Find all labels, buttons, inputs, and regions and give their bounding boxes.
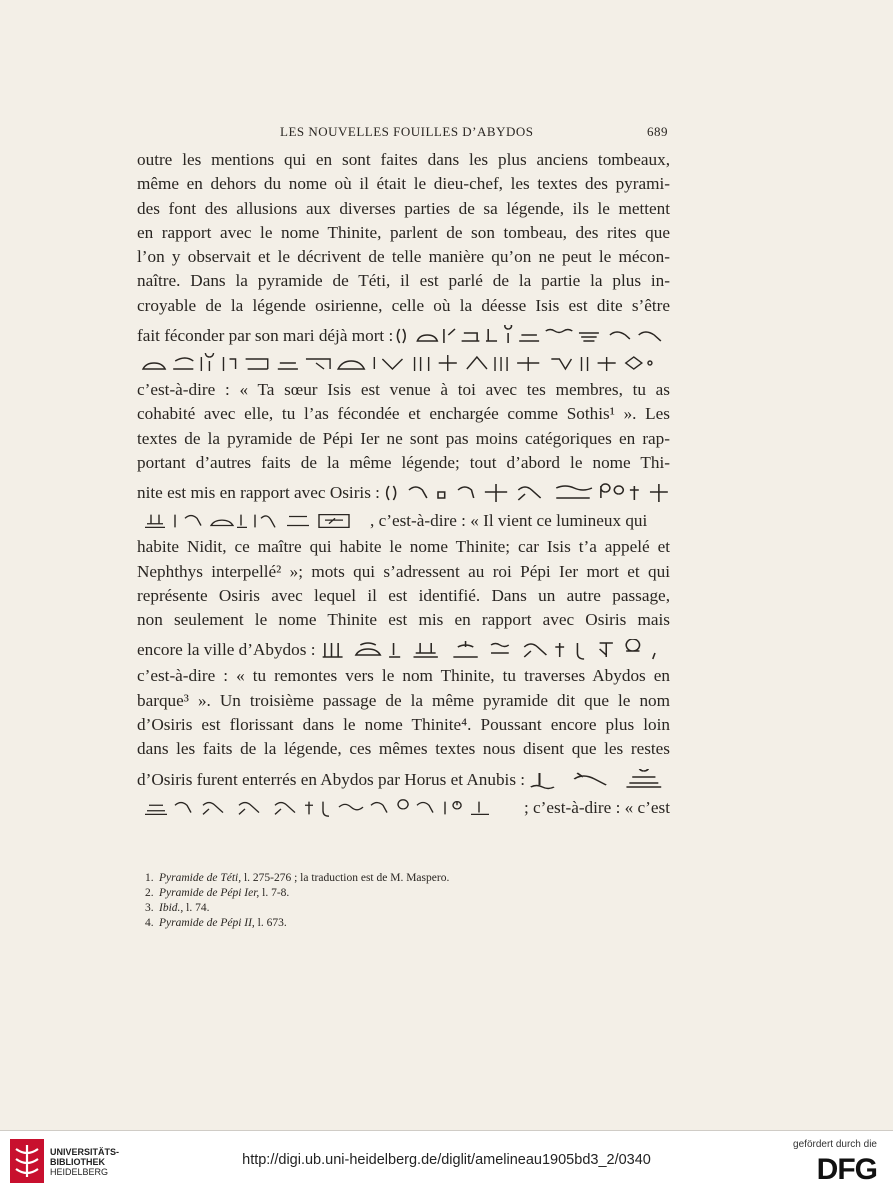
text-line-with-hieroglyphs [137,322,670,350]
text-line: Nephthys interpellé² »; mots qui s’adressent au roi Pépi Ier mort et qui [137,561,670,581]
hieroglyph-inline-image [316,639,670,661]
hieroglyph-inline-image [393,325,670,347]
text-line: croyable de la légende osirienne, celle où la déesse Isis est dite s’être [137,295,670,315]
text-fragment: fait féconder par son mari déjà mort : [137,326,394,346]
text-fragment: nite est mis en rapport avec Osiris : [137,483,380,503]
hieroglyph-inline-image [137,353,670,375]
body-text [137,148,670,822]
text-line: d’Osiris est florissant dans le nome Thinite⁴. Poussant encore plus loin [137,715,670,735]
text-line: cohabité avec elle, tu l’as fécondée et enchargée comme Sothis¹ ». Les [137,404,670,424]
text-line: c’est-à-dire : « tu remontes vers le nom Thinite, tu traverses Abydos en [137,666,670,686]
text-line-with-hieroglyphs [137,794,670,822]
text-line: c’est-à-dire : « Ta sœur Isis est venue à toi avec tes membres, tu as [137,380,670,400]
hieroglyph-inline-image [380,482,670,504]
text-line-with-hieroglyphs [137,479,670,507]
text-line: en rapport avec le nome Thinite, parlent de son tombeau, des rites que [137,222,670,242]
footnote: 4. Pyramide de Pépi II, l. 673. [145,917,287,929]
text-line-with-hieroglyphs [137,766,670,794]
page-number: 689 [647,124,668,139]
text-line: barque³ ». Un troisième passage de la même pyramide dit que le nom [137,690,670,710]
library-name: UNIVERSITÄTS- BIBLIOTHEK HEIDELBERG [50,1147,120,1177]
text-line-with-hieroglyphs [137,507,670,535]
hieroglyph-inline-image [141,511,366,531]
text-line: représente Osiris avec lequel il est identifié. Dans un autre passage, [137,585,670,605]
text-line: dans les faits de la légende, ces mêmes textes nous disent que les restes [137,739,670,759]
text-line: habite Nidit, ce maître qui habite le nome Thinite; car Isis t’a appelé et [137,537,670,557]
text-line: même en dehors du nome où il était le dieu-chef, les textes des pyrami- [137,174,670,194]
funding-caption: gefördert durch die [793,1139,877,1150]
footnotes [145,871,665,931]
text-line: des font des allusions aux diverses parties de sa légende, ils le mettent [137,198,670,218]
text-line: naître. Dans la pyramide de Téti, il est parlé de la partie la plus in- [137,271,670,291]
text-line: outre les mentions qui en sont faites dans les plus anciens tombeaux, [137,150,670,169]
text-line: portant d’autres faits de la même légende; tout d’abord le nome Thi- [137,452,670,472]
hieroglyph-inline-image [141,798,509,818]
footnote: 1. Pyramide de Téti, l. 275-276 ; la traduction est de M. Maspero. [145,872,450,884]
text-line: textes de la pyramide de Pépi Ier ne sont pas moins catégoriques en rap- [137,428,670,448]
text-fragment: d’Osiris furent enterrés en Abydos par Horus et Anubis : [137,769,526,789]
hieroglyph-inline-image [525,769,670,791]
text-line: non seulement le nome Thinite est mis en rapport avec Osiris mais [137,610,670,630]
text-fragment: ; c’est-à-dire : « c’est [523,797,670,817]
text-line-with-hieroglyphs [137,636,670,664]
footnote: 2. Pyramide de Pépi Ier, l. 7-8. [145,887,290,899]
footer-bar [0,1130,893,1195]
hieroglyph-line [137,350,670,378]
footnote: 3. Ibid., l. 74. [145,902,210,914]
permalink-url[interactable]: http://digi.ub.uni-heidelberg.de/diglit/amelineau1905bd3_2/0340 [242,1152,651,1168]
text-fragment: , c’est-à-dire : « Il vient ce lumineux qui [370,511,648,531]
dfg-logo[interactable]: DFG [816,1153,877,1186]
running-head-title: LES NOUVELLES FOUILLES D’ABYDOS [280,124,534,139]
text-fragment: encore la ville d’Abydos : [137,640,316,660]
text-line: l’on y observait et le décrivent de telle manière qu’on ne peut le mécon- [137,247,670,267]
